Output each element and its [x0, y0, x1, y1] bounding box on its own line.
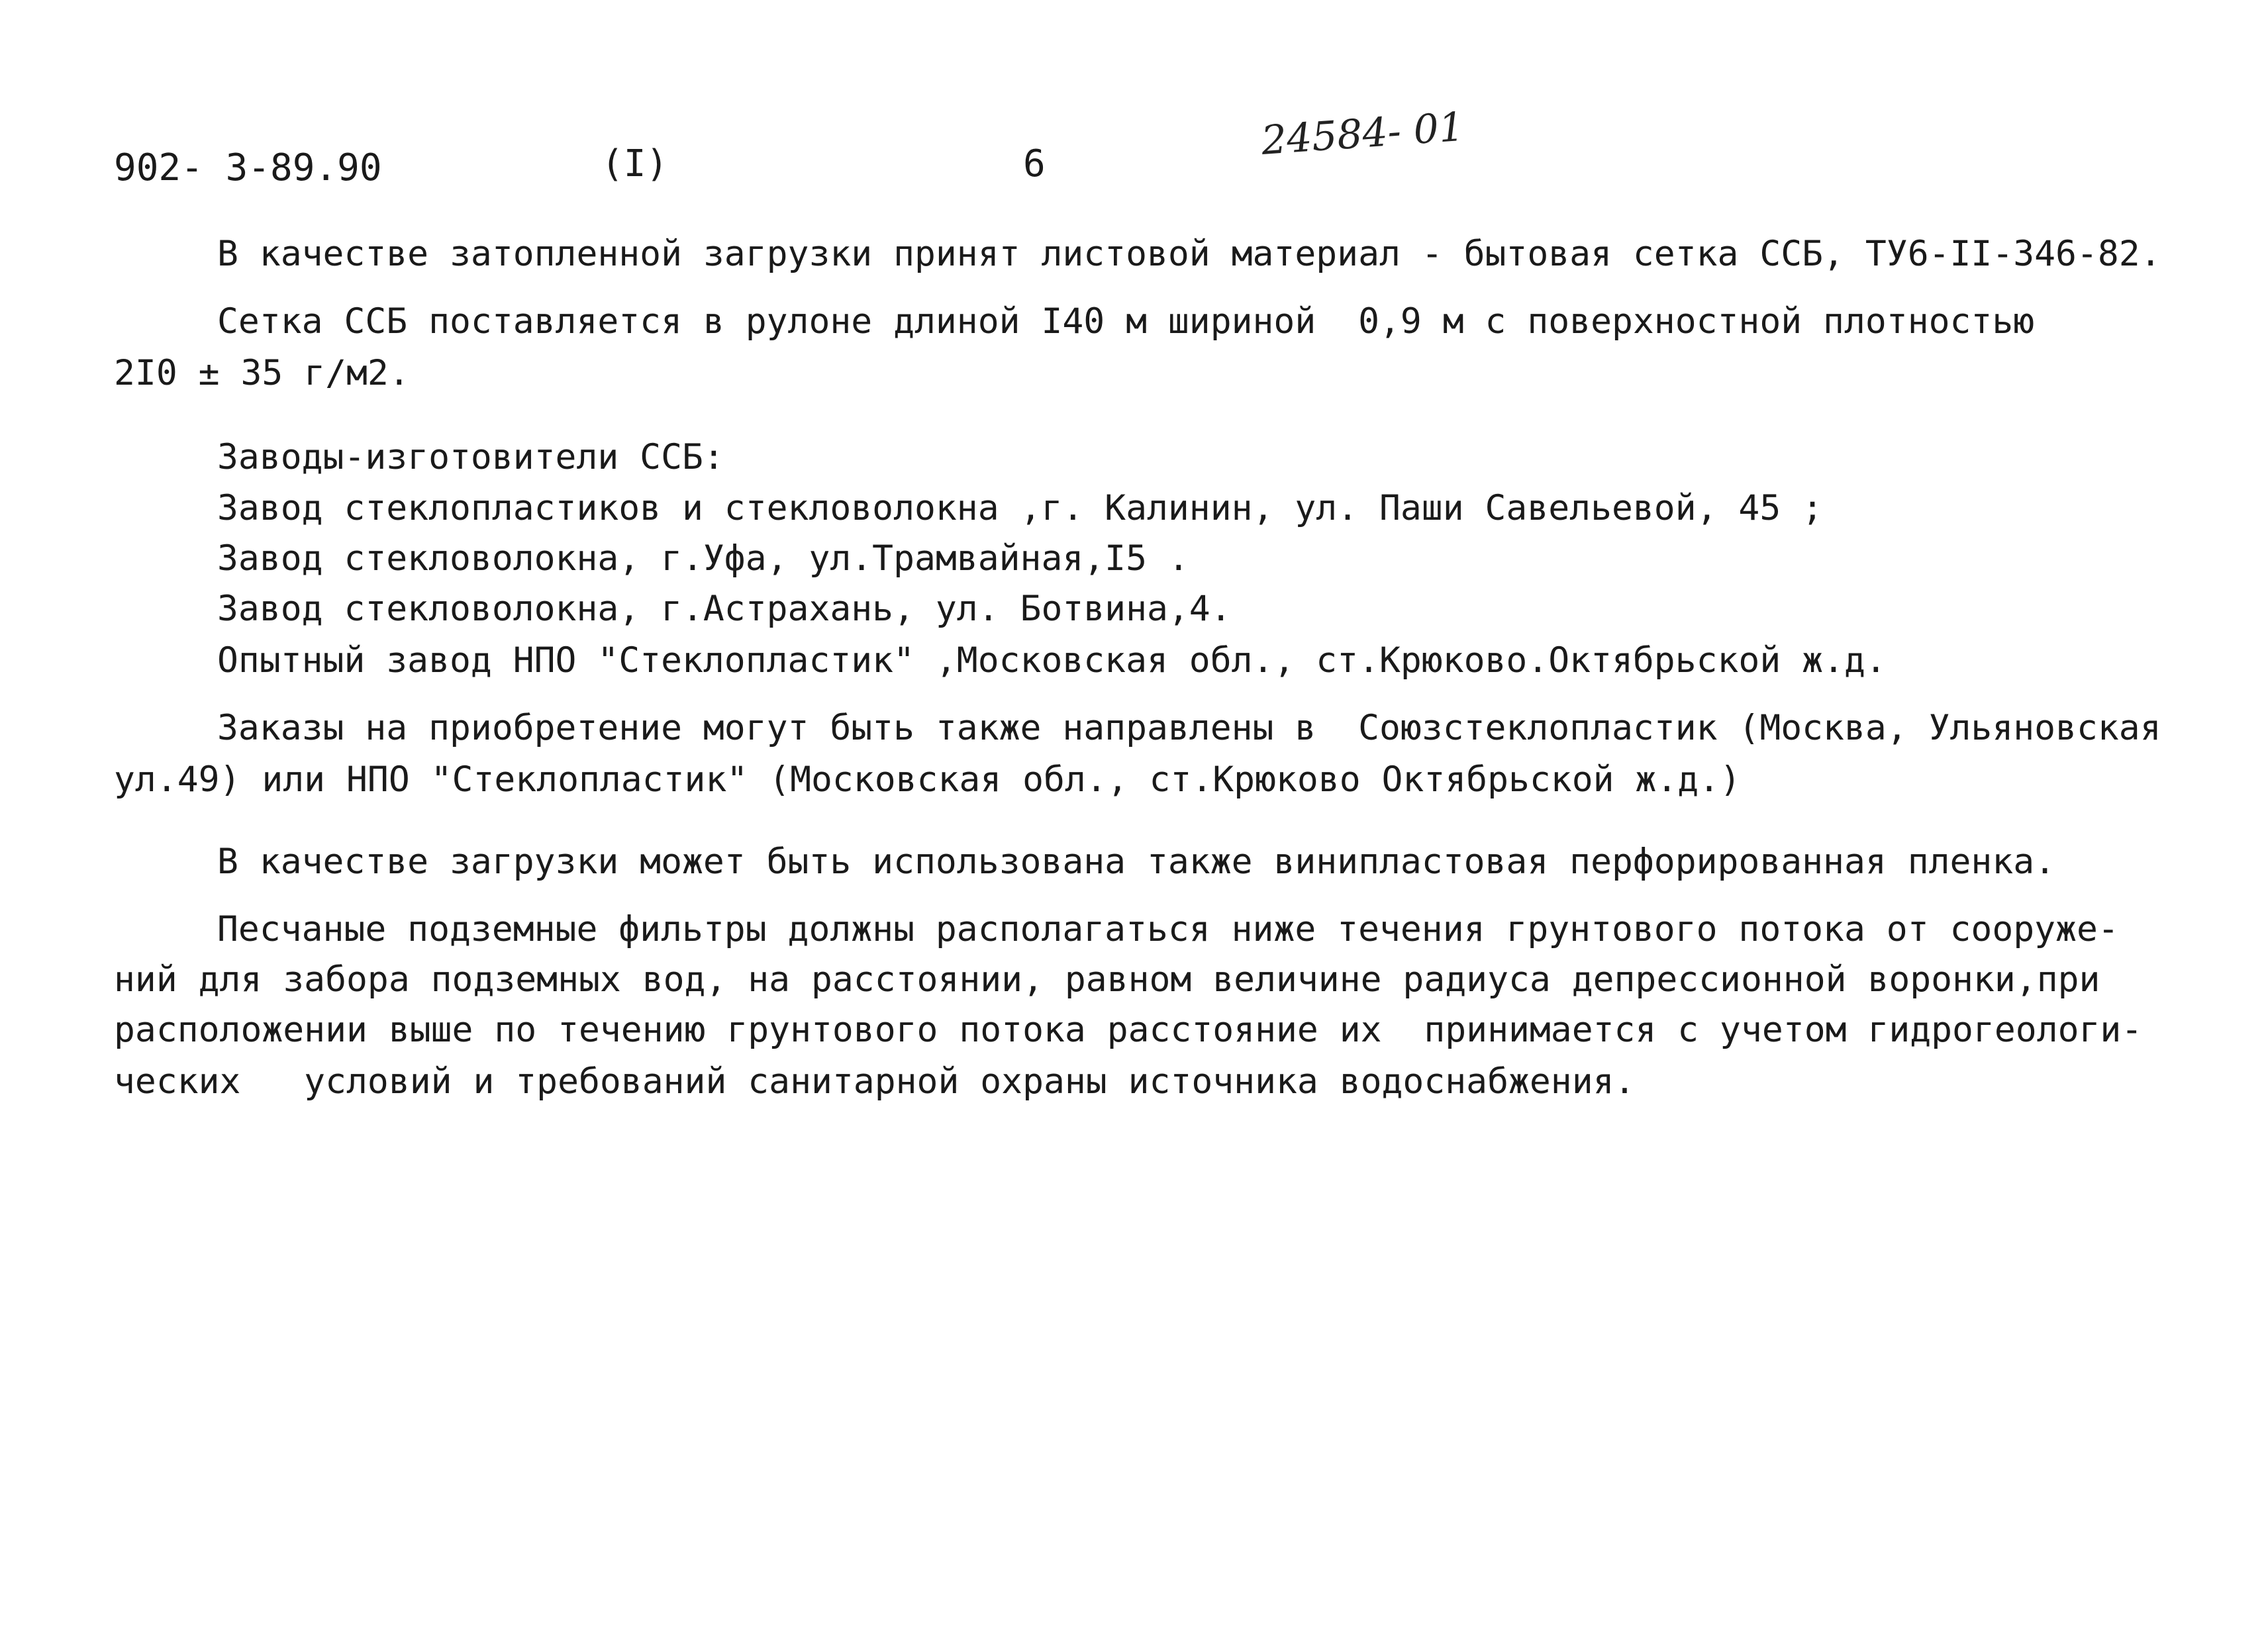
section-marker: (I) — [601, 142, 669, 185]
page-number: 6 — [1023, 142, 1046, 185]
paragraph-sand-filters-line-4: ческих условий и требований санитарной охраны источника водоснабжения. — [114, 1061, 1636, 1102]
paragraph-sand-filters-line-3: расположении выше по течению грунтового потока расстояние их принимается с учетом гидрогеологи- — [114, 1010, 2143, 1050]
paragraph-orders-line-2: ул.49) или НПО "Стеклопластик" (Московская обл., ст.Крюково Октябрьской ж.д.) — [114, 759, 1741, 800]
paragraph-mesh-supply-line-1: Сетка ССБ поставляется в рулоне длиной I40 м шириной 0,9 м с поверхностной плотностью — [217, 301, 2035, 342]
manufacturers-heading: Заводы-изготовители ССБ: — [217, 437, 724, 477]
paragraph-sand-filters-line-2: ний для забора подземных вод, на расстоянии, равном величине радиуса депрессионной воронки,при — [114, 959, 2100, 1000]
handwritten-inventory-number: 24584- 01 — [1259, 103, 1466, 164]
manufacturer-item: Опытный завод НПО "Стеклопластик" ,Московская обл., ст.Крюково.Октябрьской ж.д. — [217, 640, 1887, 681]
paragraph-vinyl-film: В качестве загрузки может быть использована также винипластовая перфорированная пленка. — [217, 842, 2056, 882]
manufacturer-item: Завод стекловолокна, г.Уфа, ул.Трамвайная,I5 . — [217, 538, 1189, 579]
document-code: 902- 3-89.90 — [114, 146, 382, 189]
paragraph-mesh-supply-line-2: 2I0 ± 35 г/м2. — [114, 353, 410, 393]
paragraph-sand-filters-line-1: Песчаные подземные фильтры должны располагаться ниже течения грунтового потока от сооруже- — [217, 909, 2119, 949]
manufacturer-item: Завод стеклопластиков и стекловолокна ,г. Калинин, ул. Паши Савельевой, 45 ; — [217, 488, 1824, 528]
paragraph-orders-line-1: Заказы на приобретение могут быть также направлены в Союзстеклопластик (Москва, Ульяновская — [217, 708, 2161, 748]
manufacturer-item: Завод стекловолокна, г.Астрахань, ул. Ботвина,4. — [217, 589, 1232, 629]
paragraph-loading-material: В качестве затопленной загрузки принят листовой материал - бытовая сетка ССБ, ТУ6-II-346-82. — [217, 234, 2161, 274]
